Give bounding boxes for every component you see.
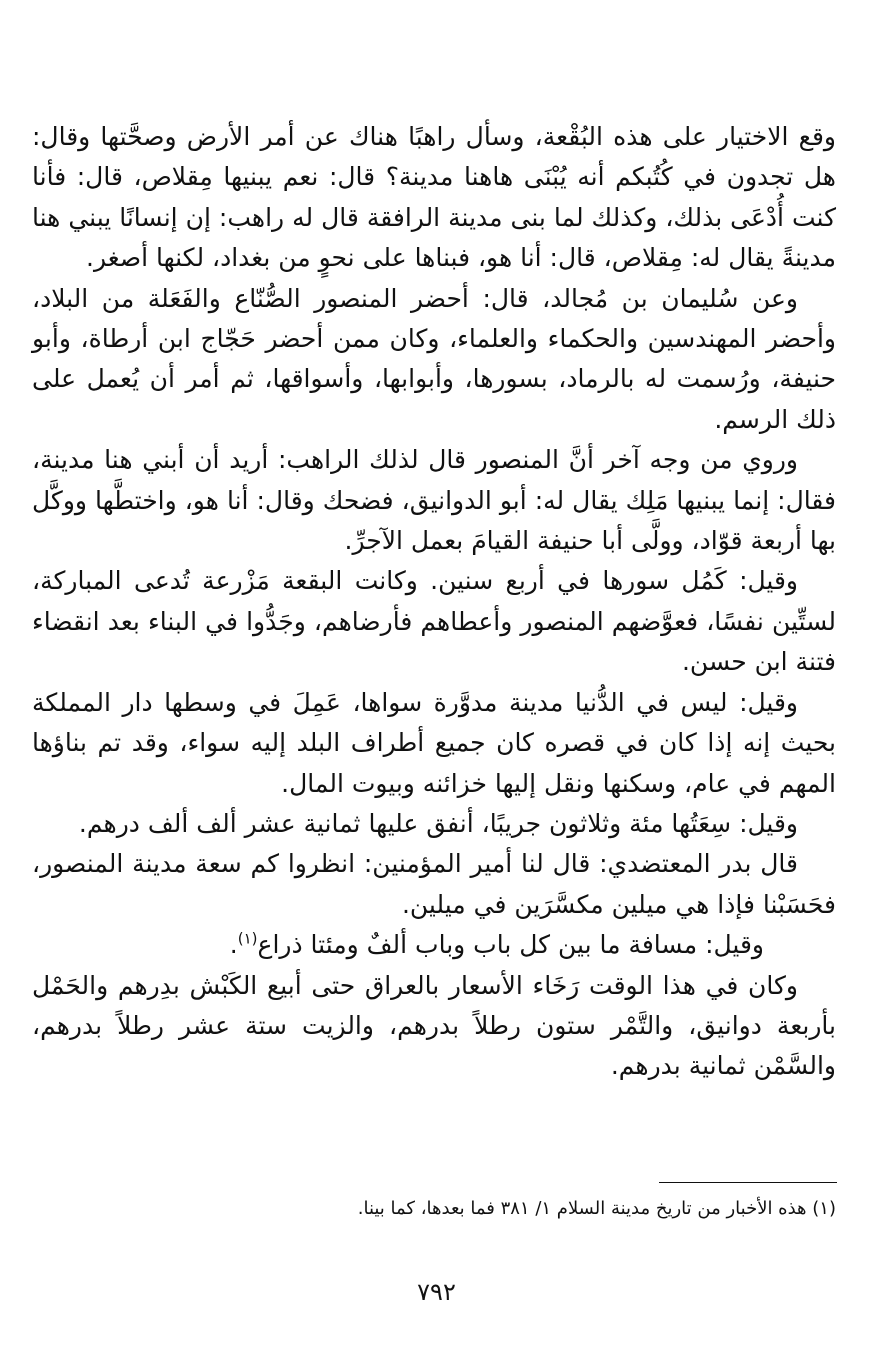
- paragraph-4: وقيل: كَمُل سورها في أربع سنين. وكانت البقعة مَزْرعة تُدعى المباركة، لستِّين نفسًا، فعوَّضهم المنصور وأعطاهم فأرضاهم، وجَدُّوا في البناء بعد انقضاء فتنة ابن حسن.: [32, 566, 836, 677]
- paragraph-1: وقع الاختيار على هذه البُقْعة، وسأل راهبًا هناك عن أمر الأرض وصحَّتها وقال: هل تجدون في كُتُبكم أنه يُبْنَى هاهنا مدينة؟ قال: نعم يبنيها مِقلاص، قال: فأنا كنت أُدْعَى بذلك، وكذلك لما بنى مدينة الرافقة قال له راهب: إن إنسانًا يبني هنا مدينةً يقال له: مِقلاص، قال: أنا هو، فبناها على نحوٍ من بغداد، لكنها أصغر.: [32, 122, 836, 273]
- paragraph-3: وروي من وجه آخر أنَّ المنصور قال لذلك الراهب: أريد أن أبني هنا مدينة، فقال: إنما يبنيها مَلِك يقال له: أبو الدوانيق، فضحك وقال: أنا هو، واختطَّها ووكَّل بها أربعة قوّاد، وولَّى أبا حنيفة القيامَ بعمل الآجرِّ.: [32, 445, 836, 556]
- footnote-reference: (١): [237, 929, 258, 948]
- main-text: [32, 117, 836, 1087]
- footnote: (١) هذه الأخبار من تاريخ مدينة السلام ١/ ٣٨١ فما بعدها، كما بينا.: [357, 1198, 836, 1219]
- paragraph-8-text: وقيل: مسافة ما بين كل باب وباب ألفٌ ومئتا ذراع: [257, 930, 764, 960]
- paragraph-6: وقيل: سِعَتُها مئة وثلاثون جريبًا، أنفق عليها ثمانية عشر ألف ألف درهم.: [78, 808, 798, 838]
- page-number: ٧٩٢: [417, 1278, 456, 1306]
- paragraph-5: وقيل: ليس في الدُّنيا مدينة مدوَّرة سواها، عَمِلَ في وسطها دار المملكة بحيث إنه إذا كان في قصره كان جميع أطراف البلد إليه سواء، وقد تم بناؤها المهم في عام، وسكنها ونقل إليها خزائنه وبيوت المال.: [32, 687, 836, 798]
- paragraph-8: [32, 925, 836, 965]
- paragraph-2: وعن سُليمان بن مُجالد، قال: أحضر المنصور الصُّنّاع والفَعَلة من البلاد، وأحضر المهندسين والحكماء والعلماء، وكان ممن أحضر حَجّاج ابن أرطاة، وأبو حنيفة، ورُسمت له بالرماد، بسورها، وأبوابها، وأسواقها، ثم أمر أن يُعمل على ذلك الرسم.: [32, 283, 836, 434]
- footnote-divider: [659, 1182, 837, 1183]
- paragraph-9: وكان في هذا الوقت رَخَاء الأسعار بالعراق حتى أبيع الكَبْش بدِرهم والحَمْل بأربعة دوانيق، والتَّمْر ستون رطلاً بدرهم، والزيت ستة عشر رطلاً بدرهم، والسَّمْن ثمانية بدرهم.: [32, 970, 836, 1081]
- paragraph-8-end: .: [229, 930, 238, 960]
- paragraph-7: قال بدر المعتضدي: قال لنا أمير المؤمنين: انظروا كم سعة مدينة المنصور، فحَسَبْنا فإذا هي ميلين مكسَّرَين في ميلين.: [32, 849, 836, 919]
